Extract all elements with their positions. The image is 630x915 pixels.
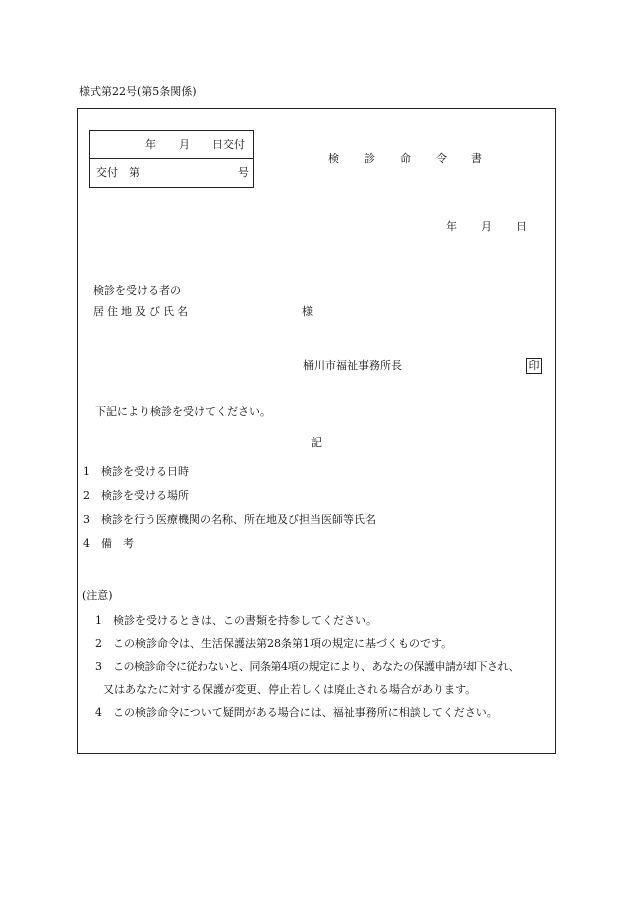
issue-number-prefix: 第	[129, 166, 140, 179]
issue-box-divider	[90, 158, 253, 159]
note-4-number: 4	[95, 706, 102, 719]
item-3-text: 検診を行う医療機関の名称、所在地及び担当医師等氏名	[101, 513, 376, 526]
item-1-text: 検診を受ける日時	[101, 465, 189, 478]
note-3-text: この検診命令に従わないと、同条第4項の規定により、あなたの保護申請が却下され、	[113, 660, 520, 673]
notes-heading: (注意)	[82, 589, 113, 602]
recipient-label-line2: 居住地及び氏名	[93, 305, 191, 318]
item-4-text: 備 考	[101, 537, 134, 550]
form-frame	[77, 108, 556, 754]
date-year-label: 年	[446, 220, 457, 233]
seal-mark: 印	[526, 358, 542, 374]
note-1-number: 1	[95, 614, 102, 627]
instruction-text: 下記により検診を受けてください。	[95, 405, 271, 418]
note-2-number: 2	[95, 637, 102, 650]
note-1-text: 検診を受けるときは、この書類を持参してください。	[113, 614, 377, 627]
item-2-number: 2	[83, 489, 90, 502]
ki-heading: 記	[311, 436, 322, 449]
item-3-number: 3	[83, 513, 90, 526]
note-2-text: この検診命令は、生活保護法第28条第1項の規定に基づくものです。	[113, 637, 453, 650]
issue-info-box	[89, 130, 254, 188]
issue-label: 交付	[96, 166, 118, 179]
title-char-5: 書	[471, 152, 482, 165]
note-3-number: 3	[95, 660, 102, 673]
title-char-1: 検	[328, 152, 339, 165]
title-char-2: 診	[364, 152, 375, 165]
note-3-continuation: 又はあなたに対する保護が変更、停止若しくは廃止される場合があります。	[103, 683, 477, 696]
title-char-4: 令	[436, 152, 447, 165]
note-4-text: この検診命令について疑問がある場合には、福祉事務所に相談してください。	[113, 706, 498, 719]
title-char-3: 命	[400, 152, 411, 165]
issue-number-suffix: 号	[238, 166, 249, 179]
form-number: 様式第22号(第5条関係)	[79, 85, 197, 98]
issue-month-label: 月	[179, 138, 190, 151]
issue-day-label: 日交付	[212, 138, 245, 151]
item-1-number: 1	[83, 465, 90, 478]
date-month-label: 月	[481, 220, 492, 233]
issuer-name: 桶川市福祉事務所長	[303, 359, 402, 372]
item-4-number: 4	[83, 537, 90, 550]
item-2-text: 検診を受ける場所	[101, 489, 189, 502]
date-day-label: 日	[516, 220, 527, 233]
issue-year-label: 年	[145, 138, 156, 151]
recipient-label-line1: 検診を受ける者の	[93, 284, 181, 297]
recipient-honorific: 様	[302, 305, 313, 318]
